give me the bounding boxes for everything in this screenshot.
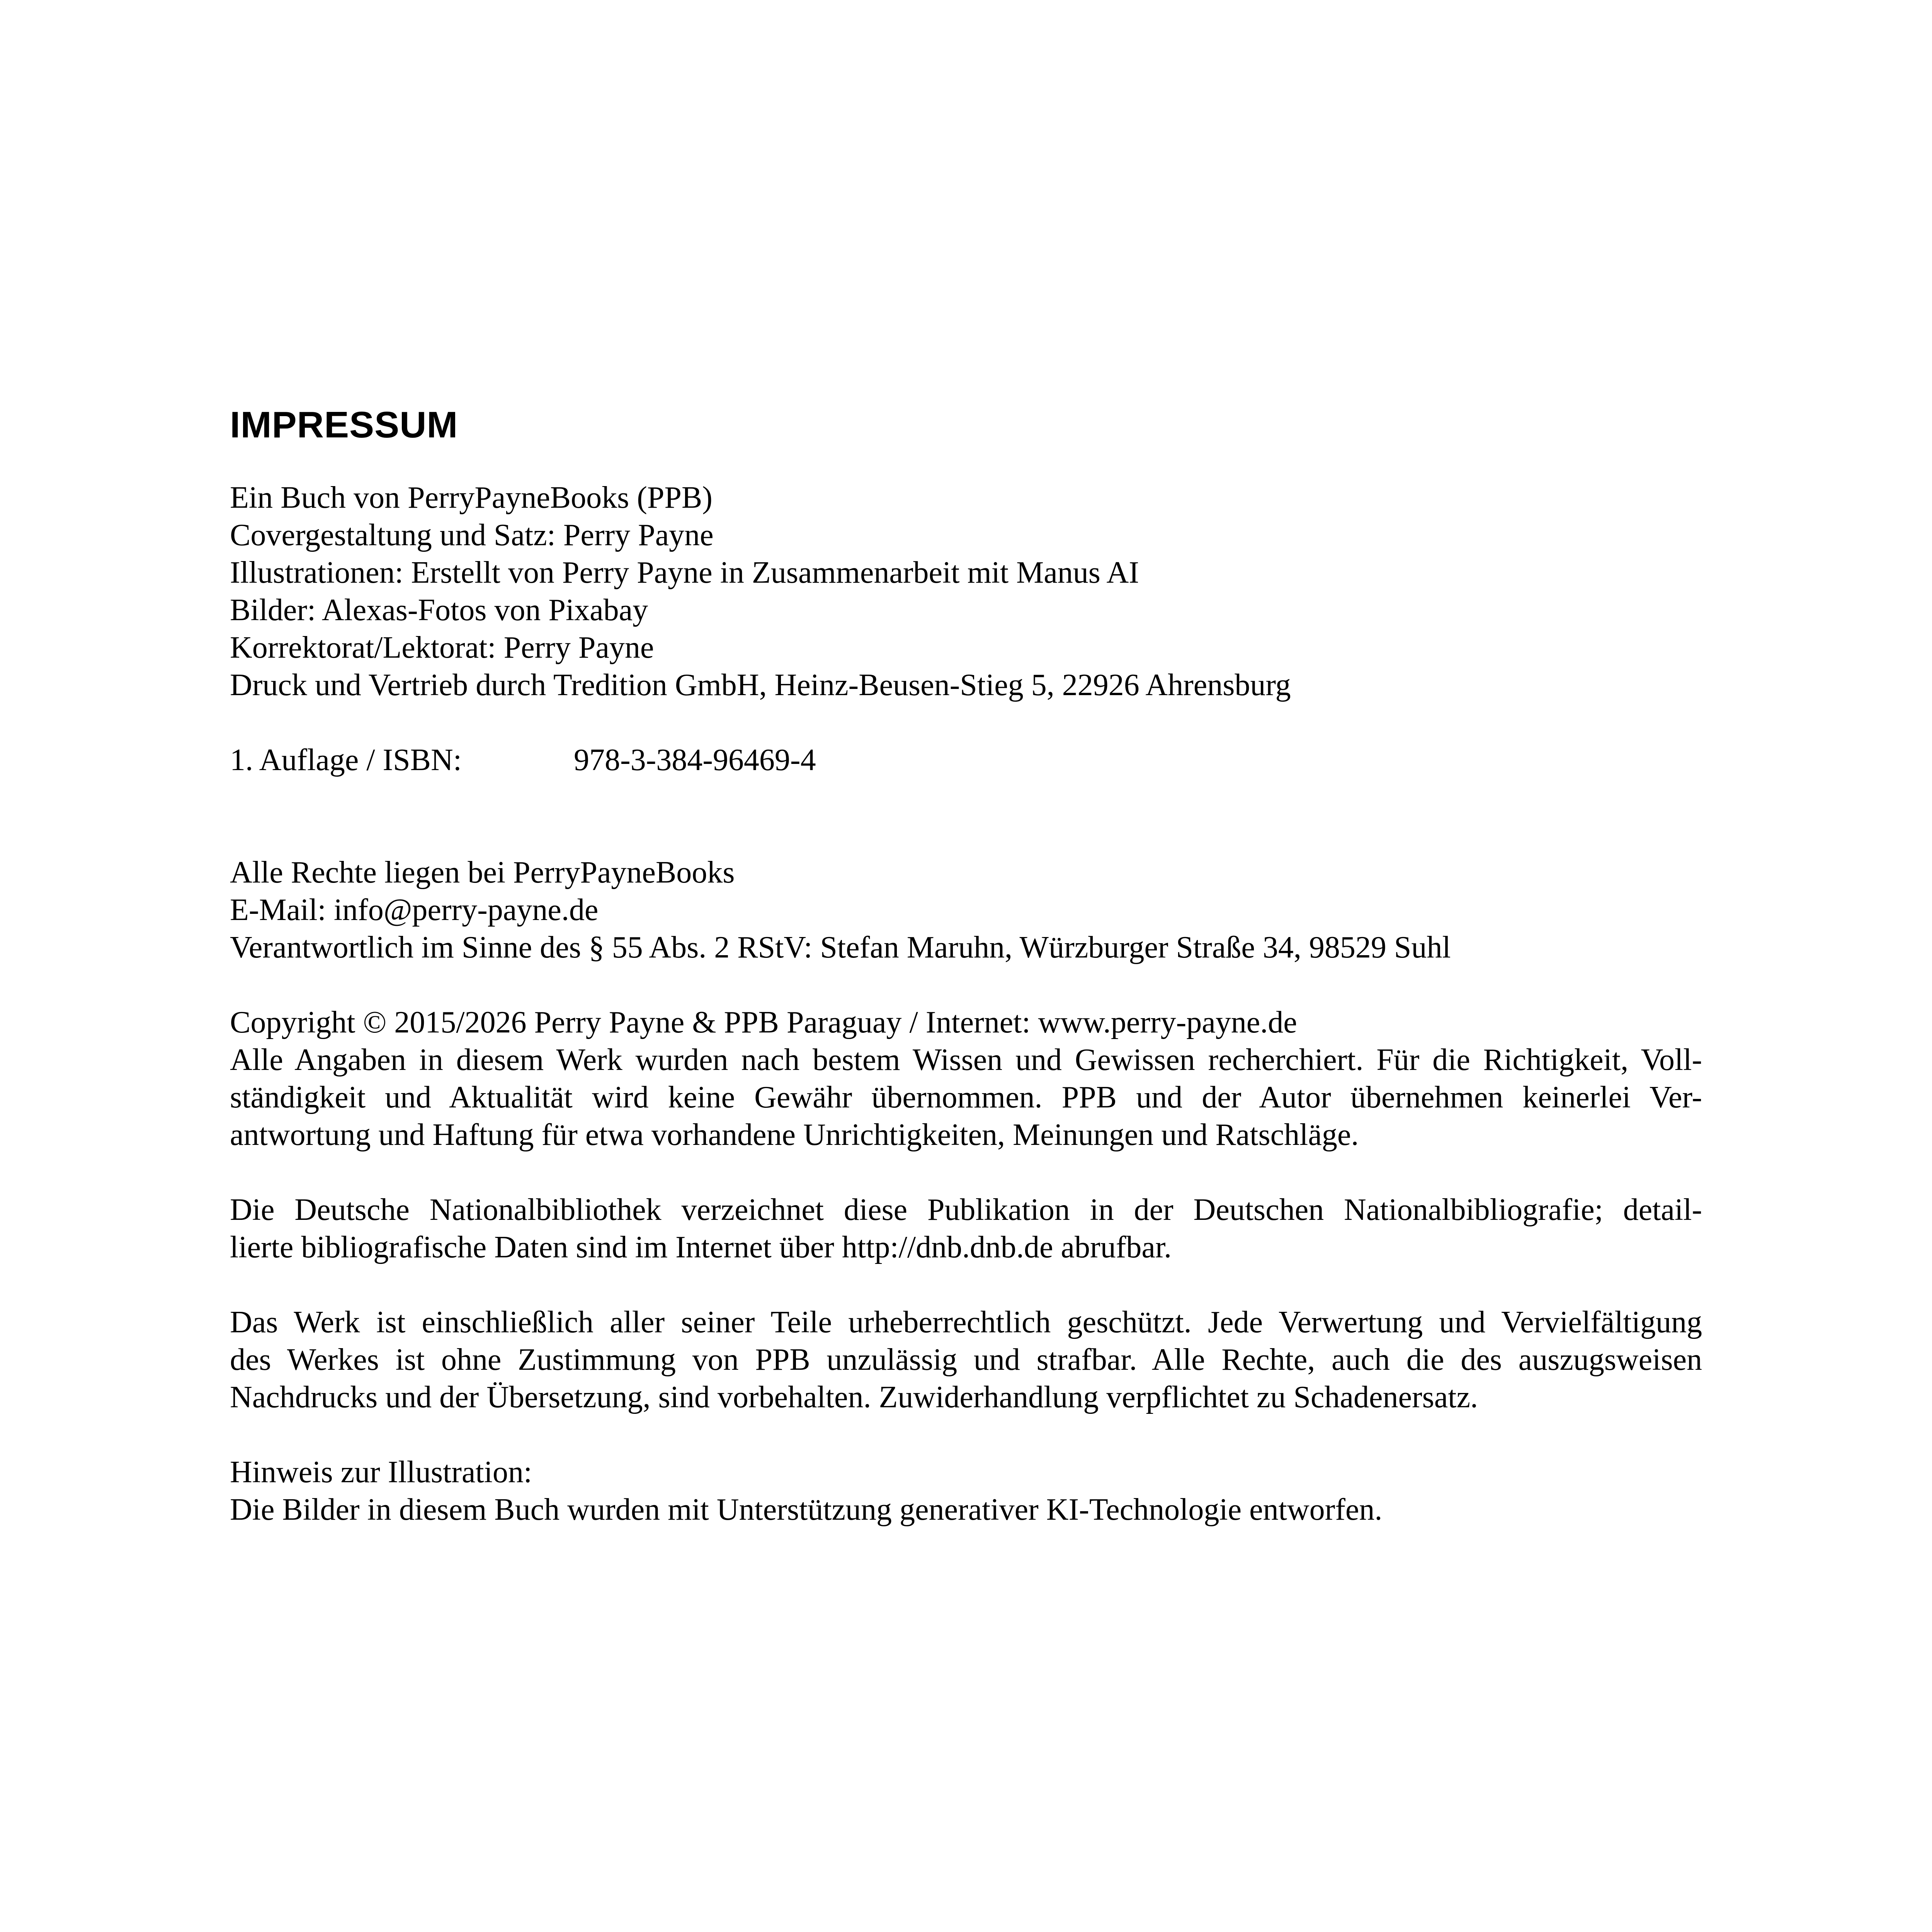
credit-line-proofreading: Korrektorat/Lektorat: Perry Payne	[230, 631, 654, 665]
isbn-row	[230, 742, 1702, 779]
credit-line-illustrations: Illustrationen: Erstellt von Perry Payne in Zusammenarbeit mit Manus AI	[230, 556, 1139, 590]
copyright-notice-line: Das Werk ist einschließlich aller seiner Teile urheberrechtlich geschützt. Jede Verwertung und Vervielfältigung	[230, 1305, 1702, 1339]
copyright-block	[230, 1004, 1702, 1154]
responsible-person-line: Verantwortlich im Sinne des § 55 Abs. 2 RStV: Stefan Maruhn, Würzburger Straße 34, 98529 Suhl	[230, 930, 1451, 964]
credits-block	[230, 479, 1702, 704]
isbn-label: 1. Auflage / ISBN:	[230, 743, 462, 777]
isbn-value: 978-3-384-96469-4	[574, 743, 816, 777]
copyright-notice-line: Nachdrucks und der Übersetzung, sind vorbehalten. Zuwiderhandlung verpflichtet zu Schadenersatz.	[230, 1380, 1478, 1414]
imprint-content	[230, 402, 1702, 1529]
copyright-notice-block	[230, 1304, 1702, 1416]
rights-block	[230, 854, 1702, 966]
credit-line-cover: Covergestaltung und Satz: Perry Payne	[230, 518, 714, 552]
copyright-notice-line: des Werkes ist ohne Zustimmung von PPB unzulässig und strafbar. Alle Rechte, auch die des auszugsweisen	[230, 1343, 1702, 1377]
dnb-line: lierte bibliografische Daten sind im Internet über http://dnb.dnb.de abrufbar.	[230, 1230, 1172, 1264]
credit-line-images: Bilder: Alexas-Fotos von Pixabay	[230, 593, 648, 627]
illustration-note-text: Die Bilder in diesem Buch wurden mit Unterstützung generativer KI-Technologie entworfen.	[230, 1493, 1383, 1527]
illustration-note-block	[230, 1454, 1702, 1529]
rights-owner-line: Alle Rechte liegen bei PerryPayneBooks	[230, 855, 735, 889]
dnb-block	[230, 1191, 1702, 1266]
credit-line-printing: Druck und Vertrieb durch Tredition GmbH, Heinz-Beusen-Stieg 5, 22926 Ahrensburg	[230, 668, 1291, 702]
disclaimer-line: ständigkeit und Aktualität wird keine Gewähr übernommen. PPB und der Autor übernehmen keinerlei Ver-	[230, 1080, 1702, 1114]
copyright-line: Copyright © 2015/2026 Perry Payne & PPB Paraguay / Internet: www.perry-payne.de	[230, 1005, 1297, 1039]
email-line: E-Mail: info@perry-payne.de	[230, 893, 599, 927]
dnb-line: Die Deutsche Nationalbibliothek verzeichnet diese Publikation in der Deutschen Nationalbibliografie; detail-	[230, 1193, 1702, 1227]
disclaimer-line: Alle Angaben in diesem Werk wurden nach bestem Wissen und Gewissen recherchiert. Für die Richtigkeit, Voll-	[230, 1043, 1702, 1077]
illustration-note-title: Hinweis zur Illustration:	[230, 1455, 532, 1489]
page-title: IMPRESSUM	[230, 404, 458, 446]
disclaimer-line: antwortung und Haftung für etwa vorhandene Unrichtigkeiten, Meinungen und Ratschläge.	[230, 1118, 1359, 1152]
credit-line-book: Ein Buch von PerryPayneBooks (PPB)	[230, 481, 713, 515]
